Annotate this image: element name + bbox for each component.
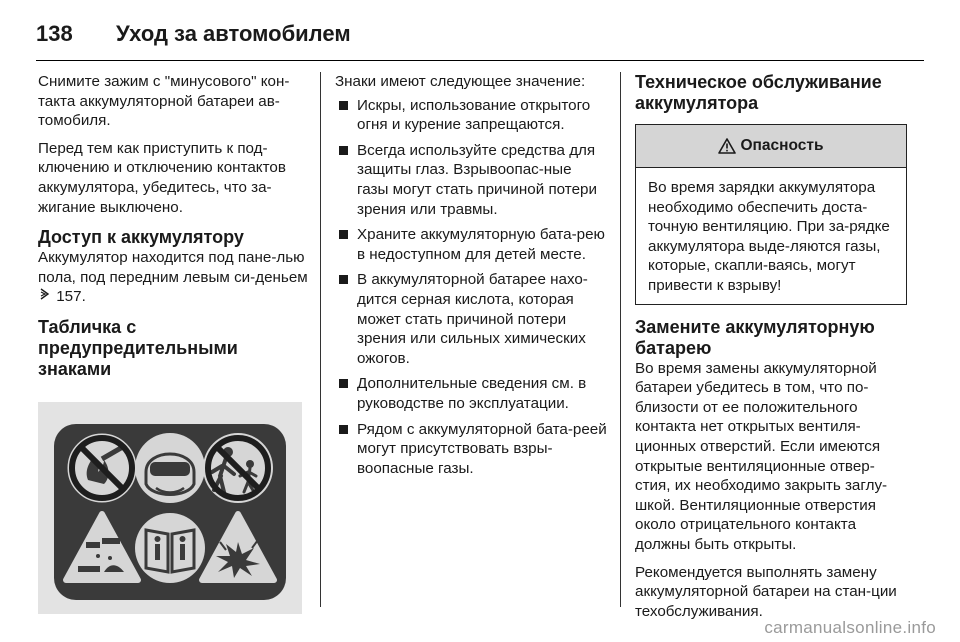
list-item: Храните аккумуляторную бата-рею в недоступном для детей месте. — [335, 225, 607, 264]
paragraph-replace-battery: Во время замены аккумуляторной батареи убедитесь в том, что по-близости от ее положительного контакта нет открытых вентиля-ционных отверстий. Если имеются открытые вентиляционные отвер-стия, их необходимо закрыть заглу-шкой. Вентиляционные отверстия около отрицательного контакта должны быть открыты. — [635, 359, 888, 553]
bullet-icon — [339, 275, 348, 284]
read-manual-icon — [135, 513, 205, 583]
heading-battery-access: Доступ к аккумулятору — [38, 227, 244, 248]
bullet-icon — [339, 379, 348, 388]
page-ref-number[interactable]: 157. — [56, 288, 86, 306]
signs-meaning-list — [335, 96, 607, 479]
paragraph-remove-clamp: Снимите зажим с "минусового" кон-такта аккумуляторной батареи ав-томобиля. — [38, 73, 290, 130]
list-item: Искры, использование открытого огня и курение запрещаются. — [335, 96, 607, 135]
column-1 — [38, 72, 310, 614]
bullet-icon — [339, 230, 348, 239]
column-3 — [635, 72, 907, 629]
bullet-icon — [339, 101, 348, 110]
page-ref-arrow-icon[interactable] — [38, 287, 52, 307]
page-number: 138 — [36, 21, 73, 46]
battery-location-text: Аккумулятор находится под пане-лью пола, под передним левым си-деньем — [38, 249, 308, 286]
danger-text: Во время зарядки аккумулятора необходимо обеспечить доста-точную вентиляцию. При за-рядке аккумулятора выде-ляются газы, которые, скапли-ваясь, могут привести к взрыву! — [648, 179, 890, 294]
no-fire-smoking-icon — [67, 433, 137, 503]
warning-signs-plate — [38, 402, 302, 614]
danger-title: Опасность — [740, 137, 824, 155]
heading-replace-battery: Замените аккумуляторную батарею — [635, 316, 875, 358]
keep-children-away-icon — [203, 433, 273, 503]
heading-warning-plate: Табличка с предупредительными знаками — [38, 316, 238, 379]
bullet-icon — [339, 146, 348, 155]
signs-meaning-intro: Знаки имеют следующее значение: — [335, 73, 586, 90]
warning-triangle-icon — [718, 138, 736, 154]
page-title: Уход за автомобилем — [116, 21, 351, 46]
list-item: В аккумуляторной батарее нахо-дится серная кислота, которая может стать причиной потери зрения или сильных химических ожогов. — [335, 270, 607, 368]
paragraph-battery-location — [38, 248, 310, 307]
paragraph-service-recommend: Рекомендуется выполнять замену аккумуляторной батареи на стан-ции техобслуживания. — [635, 563, 897, 620]
paragraph-ignition-off: Перед тем как приступить к под-ключению и отключению контактов аккумулятора, убедитесь, что за-жигание выключено. — [38, 139, 286, 216]
header-rule — [36, 60, 924, 61]
watermark: carmanualsonline.info — [764, 618, 936, 637]
danger-box — [635, 124, 907, 305]
danger-header — [636, 125, 906, 168]
eye-protection-icon — [135, 433, 205, 503]
column-2 — [335, 72, 607, 484]
column-divider-1 — [320, 72, 321, 607]
column-divider-2 — [620, 72, 621, 607]
bullet-icon — [339, 425, 348, 434]
list-item: Дополнительные сведения см. в руководстве по эксплуатации. — [335, 374, 607, 413]
page-header — [36, 14, 351, 54]
heading-battery-maintenance: Техническое обслуживание аккумулятора — [635, 72, 882, 113]
list-item: Рядом с аккумуляторной бата-реей могут присутствовать взры-воопасные газы. — [335, 420, 607, 479]
list-item: Всегда используйте средства для защиты глаз. Взрывоопас-ные газы могут стать причиной потери зрения или травмы. — [335, 141, 607, 219]
